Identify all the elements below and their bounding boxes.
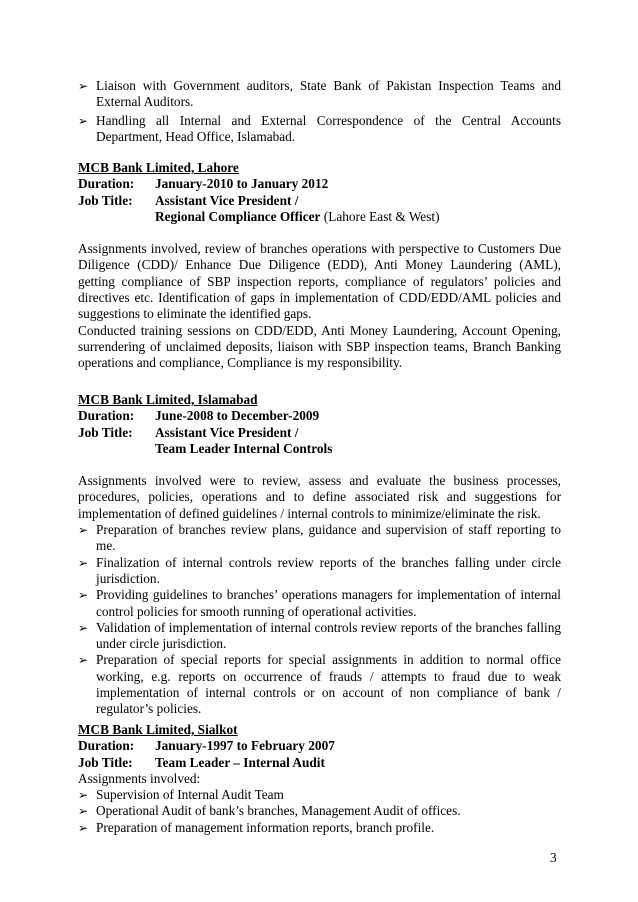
duration-label: Duration: xyxy=(78,176,135,192)
jobtitle-note: (Lahore East & West) xyxy=(320,208,440,224)
arrow-bullet-icon: ➢ xyxy=(78,523,89,538)
jobtitle-label: Job Title: xyxy=(78,754,133,770)
list-item: ➢ Providing guidelines to branches’ operations managers for implementation of internal control policies for smooth running of operational activities. xyxy=(78,587,561,619)
section-lahore xyxy=(78,160,561,372)
arrow-bullet-icon: ➢ xyxy=(78,804,89,819)
list-item: ➢ Operational Audit of bank’s branches, Management Audit of offices. xyxy=(78,803,461,819)
duration-value: June-2008 to December-2009 xyxy=(155,408,320,424)
duration-row xyxy=(78,738,561,754)
section-sialkot xyxy=(78,722,561,836)
list-item: ➢ Handling all Internal and External Correspondence of the Central Accounts Department, Head Office, Islamabad. xyxy=(78,112,561,144)
arrow-bullet-icon: ➢ xyxy=(78,555,89,570)
arrow-bullet-icon: ➢ xyxy=(78,820,89,835)
jobtitle-value: Assistant Vice President / xyxy=(155,192,299,208)
list-item: ➢ Preparation of branches review plans, guidance and supervision of staff reporting to me. xyxy=(78,522,561,554)
section-heading: MCB Bank Limited, Islamabad xyxy=(78,392,258,407)
jobtitle-row xyxy=(78,755,561,771)
arrow-bullet-icon: ➢ xyxy=(78,588,89,603)
list-item: ➢ Preparation of management information reports, branch profile. xyxy=(78,819,435,835)
list-item: ➢ Finalization of internal controls review reports of the branches falling under circle jurisdiction. xyxy=(78,554,561,586)
jobtitle-label: Job Title: xyxy=(78,192,133,208)
section-paragraph: Conducted training sessions on CDD/EDD, Anti Money Laundering, Account Opening, surrendering of unclaimed deposits, liaison with SBP inspection teams, Branch Banking operations and compliance, Compliance is my responsibility. xyxy=(78,322,561,371)
duration-value: January-2010 to January 2012 xyxy=(155,176,329,192)
section-heading: MCB Bank Limited, Sialkot xyxy=(78,722,238,737)
duration-label: Duration: xyxy=(78,408,135,424)
section-intro: Assignments involved: xyxy=(78,770,201,786)
jobtitle-label: Job Title: xyxy=(78,424,133,440)
duration-label: Duration: xyxy=(78,738,135,754)
duration-row xyxy=(78,176,561,192)
arrow-bullet-icon: ➢ xyxy=(78,788,89,803)
arrow-bullet-icon: ➢ xyxy=(78,79,89,93)
list-item: ➢ Liaison with Government auditors, State Bank of Pakistan Inspection Teams and External Auditors. xyxy=(78,78,561,110)
jobtitle-line2: Regional Compliance Officer (Lahore East & West) xyxy=(155,208,440,224)
duration-row xyxy=(78,408,561,424)
section-heading: MCB Bank Limited, Lahore xyxy=(78,160,239,175)
section-paragraph: Assignments involved, review of branches operations with perspective to Customers Due Diligence (CDD)/ Enhance Due Diligence (EDD), Anti Money Laundering (AML), getting compliance of SBP inspection reports, compliance of regulators’ policies and directives etc. Identification of gaps in implementation of CDD/EDD/AML policies and suggestions to eliminate the identified gaps. xyxy=(78,241,561,322)
section-paragraph: Assignments involved were to review, assess and evaluate the business processes, procedures, policies, operations and to define associated risk and suggestions for implementation of defined guidelines / internal controls to minimize/eliminate the risk. xyxy=(78,473,561,521)
arrow-bullet-icon: ➢ xyxy=(78,620,89,635)
section-islamabad xyxy=(78,392,561,718)
jobtitle-line2: Team Leader Internal Controls xyxy=(155,440,333,456)
intro-bullet-list xyxy=(78,78,561,145)
jobtitle-row xyxy=(78,193,561,209)
duration-value: January-1997 to February 2007 xyxy=(155,738,335,754)
list-item: ➢ Validation of implementation of internal controls review reports of the branches falling under circle jurisdiction. xyxy=(78,619,561,652)
list-item: ➢ Preparation of special reports for special assignments in addition to normal office working, e.g. reports on occurrence of frauds / attempts to fraud due to weak implementation of internal controls or on account of non compliance of bank / regulator’s policies. xyxy=(78,652,561,717)
page-number: 3 xyxy=(550,850,557,865)
arrow-bullet-icon: ➢ xyxy=(78,113,89,128)
jobtitle-value: Team Leader – Internal Audit xyxy=(155,754,325,770)
jobtitle-row xyxy=(78,425,561,441)
list-item: ➢ Supervision of Internal Audit Team xyxy=(78,787,284,803)
jobtitle-value: Assistant Vice President / xyxy=(155,424,299,440)
arrow-bullet-icon: ➢ xyxy=(78,653,89,668)
